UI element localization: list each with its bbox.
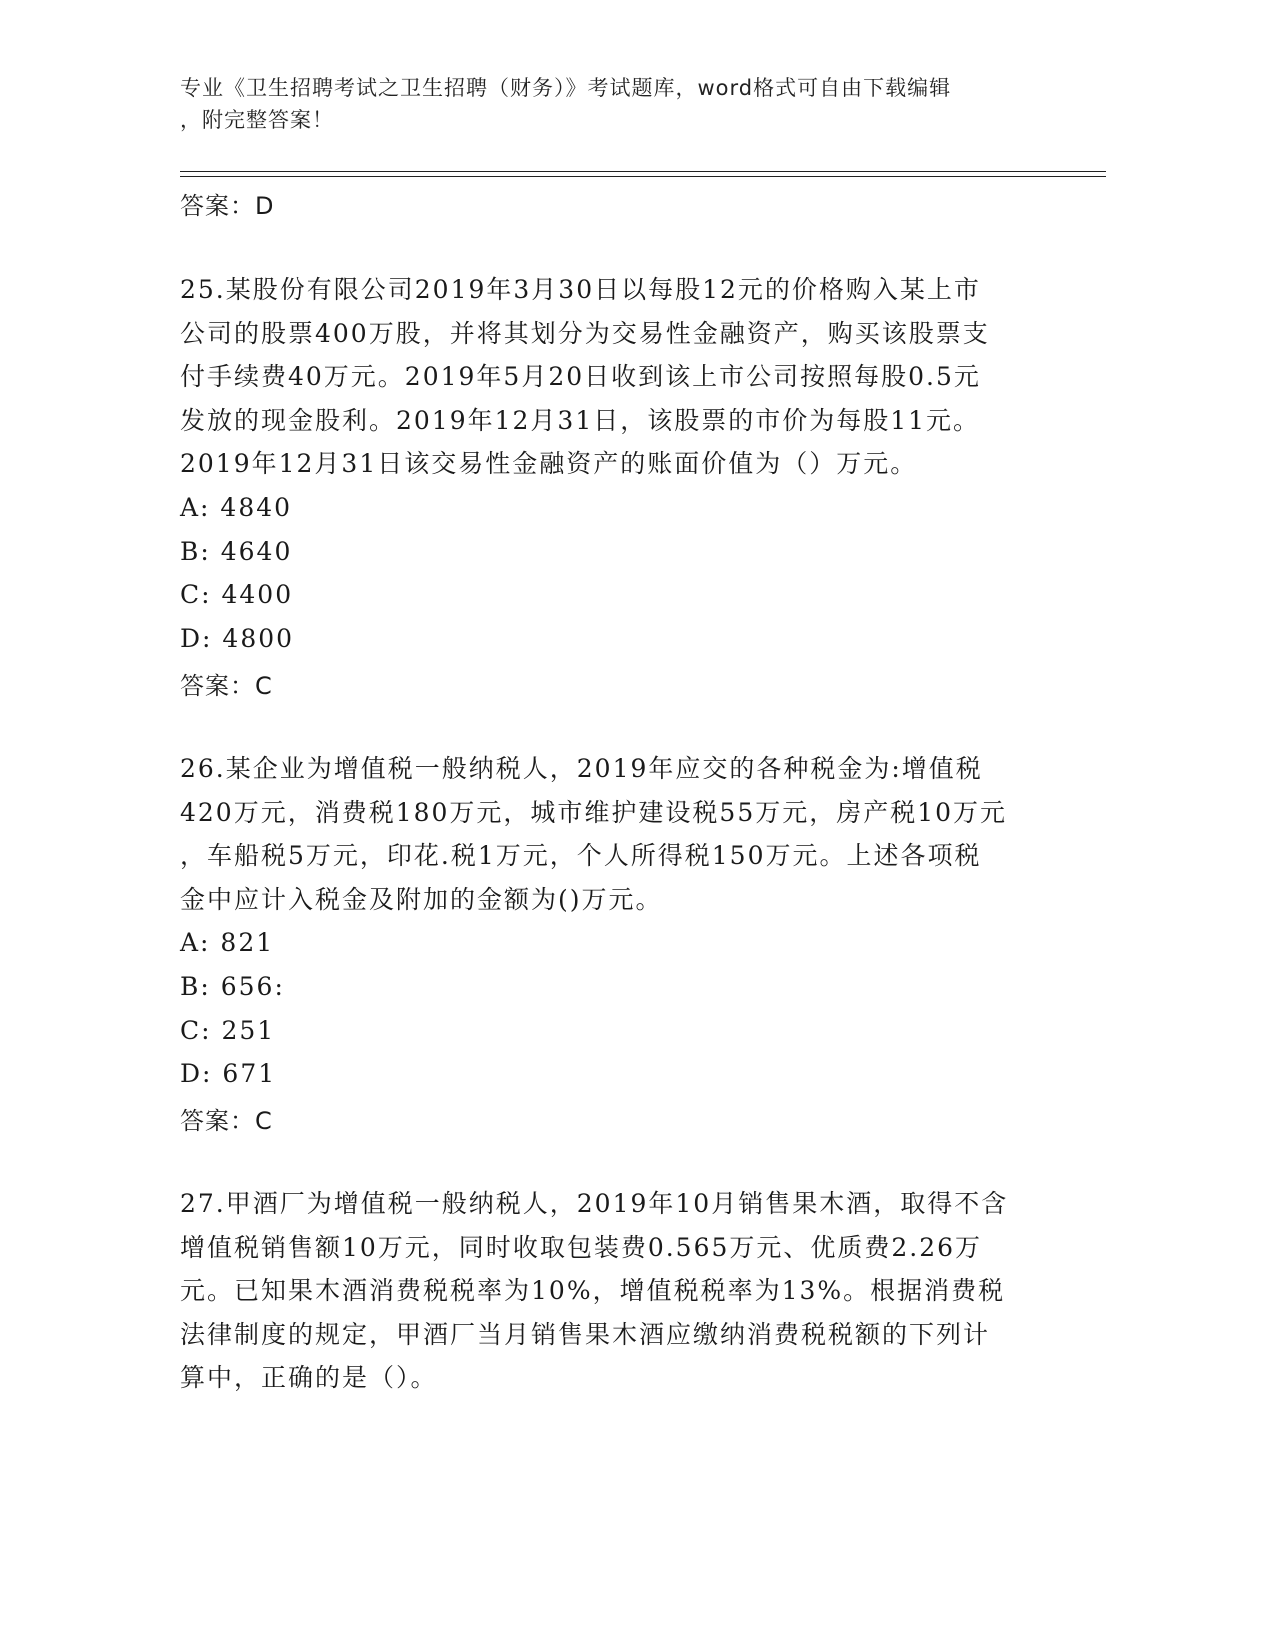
question-text-line: 27.甲酒厂为增值税一般纳税人，2019年10月销售果木酒，取得不含 <box>180 1189 1009 1218</box>
option-a: A: 4840 <box>180 492 293 522</box>
option-b: B: 4640 <box>180 536 293 566</box>
previous-answer: 答案：D <box>180 192 275 220</box>
answer-25: 答案：C <box>180 672 273 700</box>
question-text-line: 2019年12月31日该交易性金融资产的账面价值为（）万元。 <box>180 449 918 479</box>
question-text-line: 金中应计入税金及附加的金额为()万元。 <box>180 884 663 914</box>
header-rule-bottom <box>180 176 1106 177</box>
header-rule-top <box>180 171 1106 172</box>
answer-26: 答案：C <box>180 1107 273 1135</box>
header-line-1: 专业《卫生招聘考试之卫生招聘（财务）》考试题库，word格式可自由下载编辑 <box>180 76 952 100</box>
option-d: D: 4800 <box>180 623 295 653</box>
option-a: A: 821 <box>180 928 275 958</box>
question-27 <box>180 1182 1060 1400</box>
header-line-2: ，附完整答案！ <box>180 108 334 132</box>
option-c: C: 251 <box>180 1015 276 1045</box>
question-text-line: 元。已知果木酒消费税税率为10%，增值税税率为13%。根据消费税 <box>180 1276 1006 1306</box>
question-25 <box>180 268 1060 660</box>
question-text-line: 付手续费40万元。2019年5月20日收到该上市公司按照每股0.5元 <box>180 362 981 392</box>
question-26 <box>180 747 1060 1096</box>
question-text-line: 增值税销售额10万元，同时收取包装费0.565万元、优质费2.26万 <box>180 1232 983 1262</box>
question-text-line: 法律制度的规定，甲酒厂当月销售果木酒应缴纳消费税税额的下列计 <box>180 1319 991 1349</box>
question-text-line: 25.某股份有限公司2019年3月30日以每股12元的价格购入某上市 <box>180 275 981 304</box>
question-text-line: 公司的股票400万股，并将其划分为交易性金融资产，购买该股票支 <box>180 318 990 348</box>
question-text-line: ，车船税5万元，印花.税1万元，个人所得税150万元。上述各项税 <box>180 841 982 871</box>
document-header <box>180 72 1080 136</box>
question-text-line: 发放的现金股利。2019年12月31日，该股票的市价为每股11元。 <box>180 405 981 435</box>
question-text-line: 420万元，消费税180万元，城市维护建设税55万元，房产税10万元 <box>180 797 1008 827</box>
question-text-line: 算中，正确的是（）。 <box>180 1363 438 1393</box>
option-b: B: 656: <box>180 971 285 1001</box>
option-c: C: 4400 <box>180 580 294 610</box>
option-d: D: 671 <box>180 1059 277 1089</box>
question-text-line: 26.某企业为增值税一般纳税人，2019年应交的各种税金为:增值税 <box>180 754 983 783</box>
